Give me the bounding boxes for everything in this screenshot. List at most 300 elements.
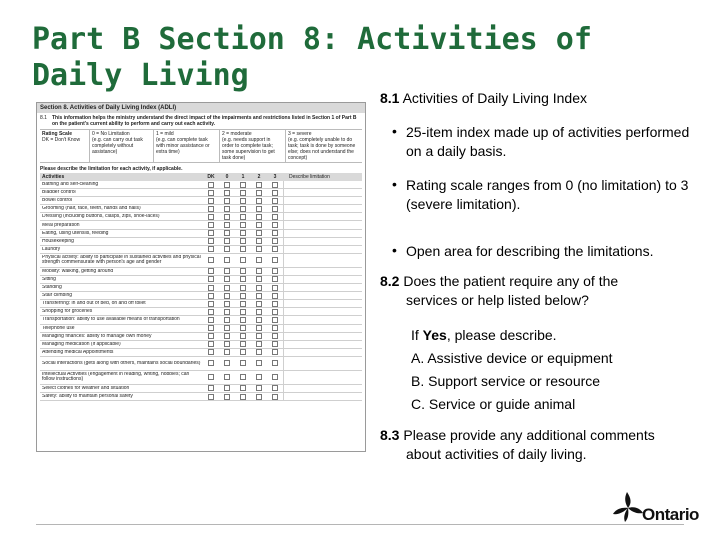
- activity-label: Managing medication (if applicable): [42, 341, 121, 347]
- checkbox-3: [272, 333, 278, 339]
- checkbox-cell-2: [251, 317, 267, 323]
- checkbox-1: [240, 301, 246, 307]
- checkbox-3: [272, 214, 278, 220]
- checkbox-cell-3: [267, 374, 283, 380]
- checkbox-0: [224, 325, 230, 331]
- checkbox-2: [256, 206, 262, 212]
- table-row: [40, 221, 362, 229]
- bullet-3-text: Open area for describing the limitations.: [406, 243, 654, 259]
- checkbox-cell-0: [219, 246, 235, 252]
- checkbox-3: [272, 394, 278, 400]
- checkbox-0: [224, 385, 230, 391]
- describe-cell: [283, 325, 362, 332]
- checkbox-cell-dk: [203, 325, 219, 331]
- table-row: [40, 349, 362, 357]
- checkbox-2: [256, 198, 262, 204]
- checkbox-cell-3: [267, 238, 283, 244]
- checkbox-3: [272, 182, 278, 188]
- checkbox-cell-1: [235, 182, 251, 188]
- checkbox-1: [240, 333, 246, 339]
- checkbox-cell-3: [267, 301, 283, 307]
- checkbox-cell-1: [235, 246, 251, 252]
- checkbox-cell-0: [219, 190, 235, 196]
- checkbox-dk: [208, 230, 214, 236]
- checkbox-cell-1: [235, 268, 251, 274]
- checkbox-1: [240, 206, 246, 212]
- checkbox-dk: [208, 309, 214, 315]
- checkbox-cell-0: [219, 214, 235, 220]
- checkbox-3: [272, 301, 278, 307]
- describe-cell: [283, 189, 362, 196]
- checkbox-0: [224, 198, 230, 204]
- checkbox-1: [240, 246, 246, 252]
- activity-label: Intellectual Activities (engagement in reading, writing, hobbies; can follow instructions): [42, 372, 190, 383]
- checkbox-2: [256, 349, 262, 355]
- checkbox-cell-3: [267, 182, 283, 188]
- table-row: [40, 246, 362, 254]
- describe-cell: [283, 254, 362, 267]
- checkbox-0: [224, 257, 230, 263]
- checkbox-cell-3: [267, 246, 283, 252]
- checkbox-cell-dk: [203, 230, 219, 236]
- checkbox-1: [240, 257, 246, 263]
- checkbox-3: [272, 230, 278, 236]
- describe-cell: [283, 268, 362, 275]
- checkbox-3: [272, 268, 278, 274]
- describe-cell: [283, 308, 362, 315]
- checkbox-cell-0: [219, 222, 235, 228]
- table-row: [40, 284, 362, 292]
- checkbox-cell-2: [251, 341, 267, 347]
- bullet-1-text: 25-item index made up of activities performed on a daily basis.: [406, 124, 690, 159]
- checkbox-2: [256, 293, 262, 299]
- activity-label: Select clothes for weather and situation: [42, 385, 130, 391]
- checkbox-cell-dk: [203, 333, 219, 339]
- checkbox-dk: [208, 214, 214, 220]
- activity-label: Transportation: ability to use available means of transportation: [42, 317, 180, 323]
- checkbox-cell-dk: [203, 374, 219, 380]
- checkbox-2: [256, 190, 262, 196]
- table-row: [40, 393, 362, 401]
- checkbox-cell-0: [219, 268, 235, 274]
- checkbox-cell-3: [267, 349, 283, 355]
- checkbox-cell-2: [251, 333, 267, 339]
- checkbox-cell-dk: [203, 349, 219, 355]
- describe-cell: [283, 316, 362, 323]
- checkbox-cell-dk: [203, 293, 219, 299]
- section-8-2-number: 8.2: [380, 273, 400, 289]
- checkbox-2: [256, 374, 262, 380]
- checkbox-3: [272, 317, 278, 323]
- checkbox-cell-dk: [203, 268, 219, 274]
- checkbox-1: [240, 222, 246, 228]
- checkbox-0: [224, 230, 230, 236]
- checkbox-dk: [208, 385, 214, 391]
- if-yes-suffix: , please describe.: [446, 327, 557, 343]
- section-8-2-line-1: Does the patient require any of the: [403, 273, 619, 289]
- checkbox-cell-3: [267, 268, 283, 274]
- checkbox-cell-0: [219, 374, 235, 380]
- checkbox-cell-0: [219, 182, 235, 188]
- checkbox-3: [272, 374, 278, 380]
- describe-cell: [283, 221, 362, 228]
- checkbox-cell-dk: [203, 190, 219, 196]
- checkbox-1: [240, 268, 246, 274]
- rating-2-desc: (e.g. needs support in order to complete task; some supervision to get task done): [222, 137, 275, 161]
- checkbox-cell-3: [267, 293, 283, 299]
- activity-label: Sitting: [42, 276, 56, 282]
- checkbox-cell-2: [251, 276, 267, 282]
- checkbox-dk: [208, 198, 214, 204]
- checkbox-cell-2: [251, 214, 267, 220]
- activity-label: Bowel control: [42, 198, 73, 204]
- checkbox-1: [240, 360, 246, 366]
- describe-cell: [283, 333, 362, 340]
- checkbox-cell-1: [235, 238, 251, 244]
- activity-label: Managing finances: ability to manage own money: [42, 333, 152, 339]
- bullet-1-marker: •: [392, 123, 397, 139]
- describe-cell: [283, 230, 362, 237]
- checkbox-3: [272, 276, 278, 282]
- checkbox-1: [240, 309, 246, 315]
- checkbox-dk: [208, 276, 214, 282]
- checkbox-cell-1: [235, 276, 251, 282]
- checkbox-cell-1: [235, 341, 251, 347]
- bullet-2-marker: •: [392, 176, 397, 192]
- rating-scale-label: Rating Scale: [42, 131, 73, 137]
- checkbox-cell-2: [251, 257, 267, 263]
- ontario-logo-text: Ontario: [642, 505, 699, 524]
- section-8-1-number: 8.1: [380, 90, 400, 106]
- table-row: [40, 341, 362, 349]
- slide-title: Part B Section 8: Activities of Daily Living: [32, 22, 592, 93]
- checkbox-cell-2: [251, 238, 267, 244]
- checkbox-dk: [208, 190, 214, 196]
- checkbox-cell-0: [219, 349, 235, 355]
- section-8-3: [380, 426, 710, 464]
- activity-label: Bathing and self-cleaning: [42, 182, 99, 188]
- activity-label: Safety: ability to maintain personal safety: [42, 394, 133, 400]
- table-row: [40, 357, 362, 371]
- checkbox-cell-dk: [203, 317, 219, 323]
- checkbox-dk: [208, 341, 214, 347]
- checkbox-cell-0: [219, 325, 235, 331]
- rating-scale-legend: [40, 130, 90, 162]
- rating-1-label: 1 = mild: [156, 131, 174, 137]
- checkbox-cell-1: [235, 360, 251, 366]
- checkbox-0: [224, 333, 230, 339]
- checkbox-1: [240, 214, 246, 220]
- checkbox-cell-0: [219, 333, 235, 339]
- checkbox-cell-2: [251, 230, 267, 236]
- checkbox-1: [240, 276, 246, 282]
- checkbox-2: [256, 333, 262, 339]
- checkbox-cell-2: [251, 360, 267, 366]
- checkbox-0: [224, 222, 230, 228]
- describe-cell: [283, 341, 362, 348]
- checkbox-0: [224, 285, 230, 291]
- checkbox-cell-1: [235, 293, 251, 299]
- checkbox-2: [256, 276, 262, 282]
- checkbox-cell-0: [219, 198, 235, 204]
- describe-cell: [283, 385, 362, 392]
- checkbox-cell-2: [251, 394, 267, 400]
- checkbox-dk: [208, 394, 214, 400]
- table-row: [40, 181, 362, 189]
- activity-label: Shopping for groceries: [42, 309, 93, 315]
- checkbox-cell-3: [267, 341, 283, 347]
- form-intro: [37, 113, 365, 129]
- checkbox-3: [272, 385, 278, 391]
- checkbox-dk: [208, 238, 214, 244]
- checkbox-3: [272, 360, 278, 366]
- checkbox-1: [240, 293, 246, 299]
- checkbox-0: [224, 301, 230, 307]
- checkbox-dk: [208, 374, 214, 380]
- activity-label: Attending medical Appointments: [42, 349, 114, 355]
- checkbox-2: [256, 257, 262, 263]
- checkbox-cell-0: [219, 317, 235, 323]
- table-row: [40, 385, 362, 393]
- checkbox-cell-1: [235, 301, 251, 307]
- section-8-2: [380, 272, 710, 310]
- checkbox-3: [272, 285, 278, 291]
- checkbox-3: [272, 349, 278, 355]
- checkbox-cell-3: [267, 222, 283, 228]
- section-8-3-line-2: about activities of daily living.: [406, 446, 587, 462]
- checkbox-1: [240, 394, 246, 400]
- checkbox-cell-1: [235, 317, 251, 323]
- checkbox-1: [240, 198, 246, 204]
- checkbox-1: [240, 385, 246, 391]
- checkbox-cell-0: [219, 230, 235, 236]
- checkbox-cell-2: [251, 325, 267, 331]
- checkbox-dk: [208, 301, 214, 307]
- checkbox-cell-1: [235, 230, 251, 236]
- rating-scale: [40, 129, 362, 163]
- checkbox-cell-0: [219, 309, 235, 315]
- section-8-1-heading: [380, 89, 710, 108]
- activity-label: Stair climbing: [42, 293, 73, 299]
- rating-2: [220, 130, 286, 162]
- checkbox-cell-2: [251, 374, 267, 380]
- checkbox-cell-3: [267, 385, 283, 391]
- checkbox-dk: [208, 222, 214, 228]
- table-row: [40, 300, 362, 308]
- table-row: [40, 316, 362, 324]
- describe-cell: [283, 292, 362, 299]
- table-row: [40, 268, 362, 276]
- checkbox-cell-dk: [203, 276, 219, 282]
- checkbox-cell-2: [251, 309, 267, 315]
- activity-label: Transferring: in and out of bed, on and off toilet: [42, 301, 146, 307]
- checkbox-3: [272, 293, 278, 299]
- checkbox-2: [256, 285, 262, 291]
- table-row: [40, 292, 362, 300]
- form-intro-number: 8.1: [40, 115, 47, 121]
- checkbox-2: [256, 301, 262, 307]
- form-header: Section 8. Activities of Daily Living Index (ADLI): [37, 103, 365, 113]
- activity-label: Standing: [42, 285, 62, 291]
- checkbox-cell-3: [267, 325, 283, 331]
- table-row: [40, 308, 362, 316]
- footer-divider: [36, 524, 684, 525]
- checkbox-3: [272, 222, 278, 228]
- activity-label: Telephone use: [42, 325, 75, 331]
- checkbox-cell-dk: [203, 246, 219, 252]
- table-row: [40, 230, 362, 238]
- checkbox-3: [272, 309, 278, 315]
- describe-cell: [283, 371, 362, 384]
- checkbox-1: [240, 325, 246, 331]
- activities-table-body: [40, 181, 362, 401]
- checkbox-cell-dk: [203, 182, 219, 188]
- checkbox-cell-2: [251, 246, 267, 252]
- activity-label: Social interactions (gets along with others, maintains social boundaries): [42, 360, 201, 366]
- rating-2-label: 2 = moderate: [222, 131, 252, 137]
- rating-0-label: 0 = No Limitation: [92, 131, 130, 137]
- checkbox-1: [240, 285, 246, 291]
- describe-cell: [283, 276, 362, 283]
- checkbox-1: [240, 349, 246, 355]
- checkbox-cell-0: [219, 394, 235, 400]
- option-c: C. Service or guide animal: [411, 396, 576, 412]
- checkbox-dk: [208, 293, 214, 299]
- checkbox-3: [272, 198, 278, 204]
- checkbox-cell-1: [235, 214, 251, 220]
- table-row: [40, 371, 362, 385]
- describe-cell: [283, 393, 362, 400]
- checkbox-cell-3: [267, 394, 283, 400]
- checkbox-cell-dk: [203, 394, 219, 400]
- checkbox-dk: [208, 325, 214, 331]
- checkbox-cell-1: [235, 198, 251, 204]
- describe-cell: [283, 284, 362, 291]
- rating-0-desc: (e.g. can carry out task completely without assistance): [92, 137, 143, 155]
- checkbox-dk: [208, 285, 214, 291]
- checkbox-cell-0: [219, 238, 235, 244]
- checkbox-1: [240, 317, 246, 323]
- checkbox-dk: [208, 317, 214, 323]
- checkbox-dk: [208, 349, 214, 355]
- adli-form-image: [36, 102, 366, 452]
- activity-label: Grooming (hair, face, teeth, hands and nails): [42, 206, 141, 212]
- checkbox-1: [240, 230, 246, 236]
- checkbox-cell-0: [219, 341, 235, 347]
- checkbox-2: [256, 222, 262, 228]
- col-activities: Activities: [42, 174, 65, 180]
- section-8-3-line-1: Please provide any additional comments: [403, 427, 655, 443]
- section-8-2-line-2: services or help listed below?: [406, 292, 589, 308]
- checkbox-cell-2: [251, 182, 267, 188]
- activity-label: Physical activity: ability to participate in sustained activities and physical strength commensurate with person's age and gender: [42, 255, 201, 266]
- checkbox-dk: [208, 333, 214, 339]
- checkbox-cell-0: [219, 301, 235, 307]
- checkbox-cell-3: [267, 198, 283, 204]
- checkbox-0: [224, 276, 230, 282]
- table-row: [40, 205, 362, 213]
- checkbox-cell-1: [235, 385, 251, 391]
- checkbox-0: [224, 309, 230, 315]
- activity-label: Laundry: [42, 246, 61, 252]
- checkbox-cell-2: [251, 198, 267, 204]
- checkbox-cell-1: [235, 374, 251, 380]
- checkbox-cell-2: [251, 285, 267, 291]
- describe-cell: [283, 181, 362, 188]
- checkbox-cell-0: [219, 285, 235, 291]
- checkbox-cell-2: [251, 268, 267, 274]
- dk-label: DK = Don't Know: [42, 137, 81, 143]
- checkbox-cell-3: [267, 206, 283, 212]
- checkbox-0: [224, 206, 230, 212]
- checkbox-2: [256, 238, 262, 244]
- col-dk: DK: [207, 174, 215, 180]
- checkbox-cell-2: [251, 349, 267, 355]
- activity-label: Dressing (including buttons, clasps, zips, shoe-laces): [42, 214, 160, 220]
- checkbox-0: [224, 190, 230, 196]
- checkbox-cell-1: [235, 222, 251, 228]
- rating-3: [286, 130, 362, 162]
- checkbox-cell-dk: [203, 214, 219, 220]
- describe-cell: [283, 205, 362, 212]
- checkbox-cell-1: [235, 206, 251, 212]
- checkbox-cell-3: [267, 214, 283, 220]
- activity-label: Meal preparation: [42, 222, 80, 228]
- if-yes-line: [411, 324, 557, 347]
- rating-3-label: 3 = severe: [288, 131, 312, 137]
- section-8-3-number: 8.3: [380, 427, 400, 443]
- checkbox-2: [256, 360, 262, 366]
- table-row: [40, 325, 362, 333]
- checkbox-cell-3: [267, 309, 283, 315]
- checkbox-cell-3: [267, 257, 283, 263]
- col-2: 2: [257, 174, 261, 180]
- checkbox-1: [240, 341, 246, 347]
- checkbox-cell-3: [267, 317, 283, 323]
- checkbox-cell-1: [235, 190, 251, 196]
- checkbox-dk: [208, 246, 214, 252]
- checkbox-cell-0: [219, 293, 235, 299]
- checkbox-cell-2: [251, 190, 267, 196]
- checkbox-2: [256, 230, 262, 236]
- checkbox-cell-2: [251, 293, 267, 299]
- checkbox-2: [256, 385, 262, 391]
- if-yes-prefix: If: [411, 327, 419, 343]
- checkbox-2: [256, 341, 262, 347]
- checkbox-cell-2: [251, 206, 267, 212]
- col-1: 1: [241, 174, 245, 180]
- checkbox-cell-0: [219, 385, 235, 391]
- checkbox-cell-dk: [203, 198, 219, 204]
- activity-label: Mobility: walking, getting around: [42, 268, 114, 274]
- checkbox-0: [224, 238, 230, 244]
- describe-cell: [283, 349, 362, 356]
- checkbox-cell-0: [219, 257, 235, 263]
- if-yes-bold: Yes: [422, 327, 447, 343]
- checkbox-2: [256, 309, 262, 315]
- checkbox-cell-dk: [203, 341, 219, 347]
- checkbox-dk: [208, 206, 214, 212]
- checkbox-3: [272, 246, 278, 252]
- checkbox-3: [272, 206, 278, 212]
- checkbox-cell-dk: [203, 257, 219, 263]
- describe-prompt: Please describe the limitation for each activity, if applicable.: [40, 166, 183, 172]
- rating-0: [90, 130, 154, 162]
- checkbox-cell-3: [267, 333, 283, 339]
- option-b: B. Support service or resource: [411, 373, 601, 389]
- activity-label: Housekeeping: [42, 238, 74, 244]
- col-describe: Describe limitation: [289, 174, 330, 180]
